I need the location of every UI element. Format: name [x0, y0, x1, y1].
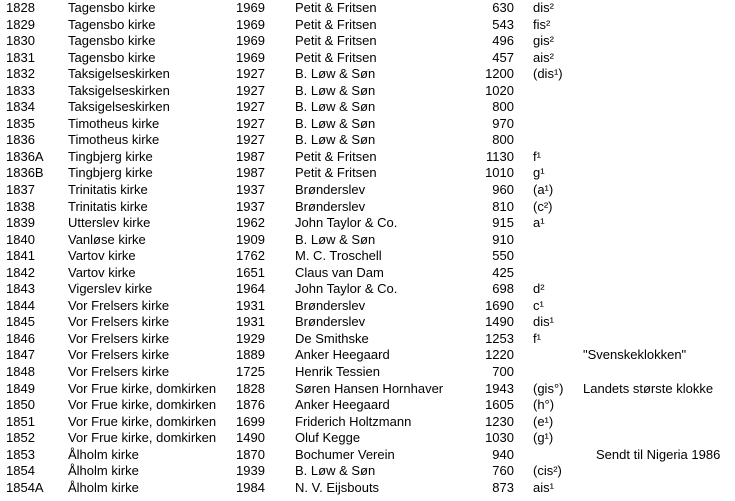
bell-founder: B. Løw & Søn [295, 66, 376, 82]
cast-year: 1927 [236, 132, 265, 148]
church-name: Vartov kirke [68, 264, 136, 280]
bell-number: 1837 [6, 182, 35, 198]
bell-founder: B. Løw & Søn [295, 132, 376, 148]
bell-number: 1845 [6, 314, 35, 330]
bell-founder: N. V. Eijsbouts [295, 479, 380, 495]
bell-number: 1836 [6, 132, 35, 148]
bell-founder: Petit & Fritsen [295, 16, 377, 32]
bell-number: 1836A [6, 148, 44, 164]
bell-number: 1852 [6, 430, 35, 446]
church-name: Vor Frelsers kirke [68, 297, 170, 313]
cast-year: 1987 [236, 148, 265, 164]
table-row [0, 463, 735, 480]
church-name: Ålholm kirke [68, 446, 139, 462]
bell-weight: 457 [492, 49, 514, 65]
church-name: Vor Frue kirke, domkirken [68, 430, 217, 446]
bell-founder: Søren Hansen Hornhaver [295, 380, 444, 396]
bell-tone: (c²) [533, 198, 553, 214]
table-row [0, 83, 735, 100]
bell-weight: 873 [492, 479, 514, 495]
bell-number: 1840 [6, 231, 35, 247]
church-name: Timotheus kirke [68, 132, 160, 148]
cast-year: 1699 [236, 413, 265, 429]
church-name: Trinitatis kirke [68, 198, 148, 214]
bell-number: 1828 [6, 0, 35, 15]
church-name: Timotheus kirke [68, 115, 160, 131]
bell-weight: 1020 [485, 82, 514, 98]
bell-number: 1836B [6, 165, 44, 181]
bell-number: 1847 [6, 347, 35, 363]
bell-founder: Petit & Fritsen [295, 0, 377, 15]
cast-year: 1931 [236, 297, 265, 313]
bell-number: 1850 [6, 397, 35, 413]
bell-weight: 1943 [485, 380, 514, 396]
bell-weight: 760 [492, 463, 514, 479]
cast-year: 1909 [236, 231, 265, 247]
church-name: Vor Frue kirke, domkirken [68, 380, 217, 396]
bell-number: 1834 [6, 99, 35, 115]
bell-weight: 800 [492, 99, 514, 115]
bell-weight: 1030 [485, 430, 514, 446]
bell-tone: a¹ [533, 215, 545, 231]
church-name: Taksigelseskirken [68, 99, 170, 115]
table-row [0, 116, 735, 133]
church-name: Vartov kirke [68, 248, 136, 264]
bell-weight: 1230 [485, 413, 514, 429]
table-row [0, 165, 735, 182]
cast-year: 1964 [236, 281, 265, 297]
bell-number: 1832 [6, 66, 35, 82]
cast-year: 1987 [236, 165, 265, 181]
bell-number: 1844 [6, 297, 35, 313]
cast-year: 1490 [236, 430, 265, 446]
cast-year: 1651 [236, 264, 265, 280]
bell-tone: (e¹) [533, 413, 554, 429]
table-row [0, 331, 735, 348]
bell-tone: g¹ [533, 165, 545, 181]
bell-tone: (a¹) [533, 182, 554, 198]
church-name: Tingbjerg kirke [68, 165, 153, 181]
table-row [0, 480, 735, 497]
bell-founder: Henrik Tessien [295, 364, 381, 380]
bell-note: Sendt til Nigeria 1986 [596, 446, 721, 462]
bell-note: "Svenskeklokken" [583, 347, 687, 363]
cast-year: 1889 [236, 347, 265, 363]
bell-weight: 698 [492, 281, 514, 297]
bell-number: 1843 [6, 281, 35, 297]
table-row [0, 199, 735, 216]
church-name: Vor Frelsers kirke [68, 330, 170, 346]
bell-founder: Friderich Holtzmann [295, 413, 412, 429]
bell-number: 1849 [6, 380, 35, 396]
bell-founder: Bochumer Verein [295, 446, 395, 462]
table-row [0, 50, 735, 67]
bell-tone: (g¹) [533, 430, 554, 446]
cast-year: 1984 [236, 479, 265, 495]
bell-founder: Brønderslev [295, 297, 366, 313]
bell-founder: John Taylor & Co. [295, 281, 398, 297]
table-row [0, 248, 735, 265]
church-name: Tagensbo kirke [68, 33, 156, 49]
bell-founder: B. Løw & Søn [295, 463, 376, 479]
cast-year: 1969 [236, 49, 265, 65]
bell-number: 1842 [6, 264, 35, 280]
bell-founder: B. Løw & Søn [295, 99, 376, 115]
table-row [0, 430, 735, 447]
bell-weight: 910 [492, 231, 514, 247]
bell-weight: 700 [492, 364, 514, 380]
bell-founder: Petit & Fritsen [295, 165, 377, 181]
bell-founder: Brønderslev [295, 314, 366, 330]
table-row [0, 414, 735, 431]
table-row [0, 347, 735, 364]
bell-weight: 1605 [485, 397, 514, 413]
table-row [0, 215, 735, 232]
table-row [0, 99, 735, 116]
bell-tone: gis² [533, 33, 554, 49]
table-row [0, 0, 735, 17]
bell-tone: ais² [533, 49, 554, 65]
cast-year: 1927 [236, 82, 265, 98]
bell-weight: 1490 [485, 314, 514, 330]
bell-founder: Anker Heegaard [295, 347, 390, 363]
table-row [0, 232, 735, 249]
bell-tone: dis² [533, 0, 554, 15]
bell-number: 1838 [6, 198, 35, 214]
bell-founder: M. C. Troschell [295, 248, 382, 264]
table-row [0, 265, 735, 282]
cast-year: 1962 [236, 215, 265, 231]
bell-founder: Claus van Dam [295, 264, 384, 280]
cast-year: 1762 [236, 248, 265, 264]
table-row [0, 397, 735, 414]
table-row [0, 66, 735, 83]
cast-year: 1927 [236, 66, 265, 82]
bell-tone: (cis²) [533, 463, 562, 479]
church-name: Vor Frue kirke, domkirken [68, 413, 217, 429]
cast-year: 1725 [236, 364, 265, 380]
bell-tone: f¹ [533, 330, 541, 346]
bell-weight: 1010 [485, 165, 514, 181]
bell-number: 1841 [6, 248, 35, 264]
church-name: Vanløse kirke [68, 231, 146, 247]
bell-weight: 970 [492, 115, 514, 131]
church-name: Tingbjerg kirke [68, 148, 153, 164]
bell-tone: d² [533, 281, 545, 297]
bell-weight: 425 [492, 264, 514, 280]
church-name: Tagensbo kirke [68, 0, 156, 15]
bell-number: 1833 [6, 82, 35, 98]
church-name: Utterslev kirke [68, 215, 151, 231]
bell-founder: B. Løw & Søn [295, 82, 376, 98]
cast-year: 1870 [236, 446, 265, 462]
bell-number: 1854A [6, 479, 44, 495]
bell-tone: dis¹ [533, 314, 554, 330]
cast-year: 1939 [236, 463, 265, 479]
bell-number: 1831 [6, 49, 35, 65]
church-name: Trinitatis kirke [68, 182, 148, 198]
bell-founder: John Taylor & Co. [295, 215, 398, 231]
bell-founder: Oluf Kegge [295, 430, 361, 446]
bell-number: 1848 [6, 364, 35, 380]
bell-number: 1851 [6, 413, 35, 429]
church-name: Taksigelseskirken [68, 82, 170, 98]
bell-weight: 1253 [485, 330, 514, 346]
bell-tone: (h°) [533, 397, 555, 413]
table-row [0, 364, 735, 381]
bell-founder: Anker Heegaard [295, 397, 390, 413]
church-name: Vor Frelsers kirke [68, 314, 170, 330]
bell-founder: B. Løw & Søn [295, 115, 376, 131]
table-row [0, 381, 735, 398]
bell-tone: fis² [533, 16, 551, 32]
bell-weight: 543 [492, 16, 514, 32]
bell-weight: 1220 [485, 347, 514, 363]
bell-weight: 915 [492, 215, 514, 231]
bell-number: 1853 [6, 446, 35, 462]
cast-year: 1937 [236, 198, 265, 214]
church-name: Vor Frue kirke, domkirken [68, 397, 217, 413]
bell-founder: Petit & Fritsen [295, 148, 377, 164]
bell-weight: 810 [492, 198, 514, 214]
bell-tone: (gis°) [533, 380, 564, 396]
cast-year: 1927 [236, 99, 265, 115]
bell-founder: Brønderslev [295, 198, 366, 214]
bell-weight: 496 [492, 33, 514, 49]
table-row [0, 314, 735, 331]
bell-weight: 550 [492, 248, 514, 264]
table-row [0, 447, 735, 464]
church-name: Vigerslev kirke [68, 281, 153, 297]
bell-number: 1839 [6, 215, 35, 231]
bell-founder: De Smithske [295, 330, 369, 346]
bell-weight: 960 [492, 182, 514, 198]
bell-number: 1854 [6, 463, 35, 479]
table-row [0, 182, 735, 199]
bell-tone: c¹ [533, 297, 544, 313]
bell-note: Landets største klokke [583, 380, 714, 396]
bell-founder: B. Løw & Søn [295, 231, 376, 247]
cast-year: 1929 [236, 330, 265, 346]
table-row [0, 281, 735, 298]
bell-number: 1830 [6, 33, 35, 49]
cast-year: 1969 [236, 0, 265, 15]
bell-number: 1829 [6, 16, 35, 32]
bell-weight: 1200 [485, 66, 514, 82]
church-name: Taksigelseskirken [68, 66, 170, 82]
table-row [0, 33, 735, 50]
bell-weight: 940 [492, 446, 514, 462]
bell-founder: Brønderslev [295, 182, 366, 198]
church-name: Tagensbo kirke [68, 16, 156, 32]
bell-tone: (dis¹) [533, 66, 563, 82]
bell-tone: f¹ [533, 148, 541, 164]
cast-year: 1969 [236, 33, 265, 49]
cast-year: 1927 [236, 115, 265, 131]
church-name: Ålholm kirke [68, 463, 139, 479]
bell-weight: 630 [492, 0, 514, 15]
cast-year: 1937 [236, 182, 265, 198]
bell-weight: 1690 [485, 297, 514, 313]
church-name: Vor Frelsers kirke [68, 364, 170, 380]
table-row [0, 149, 735, 166]
bell-founder: Petit & Fritsen [295, 33, 377, 49]
cast-year: 1969 [236, 16, 265, 32]
bell-weight: 1130 [486, 148, 514, 164]
cast-year: 1931 [236, 314, 265, 330]
cast-year: 1876 [236, 397, 265, 413]
cast-year: 1828 [236, 380, 265, 396]
bell-tone: ais¹ [533, 479, 554, 495]
bell-number: 1835 [6, 115, 35, 131]
church-name: Tagensbo kirke [68, 49, 156, 65]
table-row [0, 132, 735, 149]
table-row [0, 17, 735, 34]
church-name: Ålholm kirke [68, 479, 139, 495]
bell-weight: 800 [492, 132, 514, 148]
table-row [0, 298, 735, 315]
church-name: Vor Frelsers kirke [68, 347, 170, 363]
bell-number: 1846 [6, 330, 35, 346]
bell-founder: Petit & Fritsen [295, 49, 377, 65]
